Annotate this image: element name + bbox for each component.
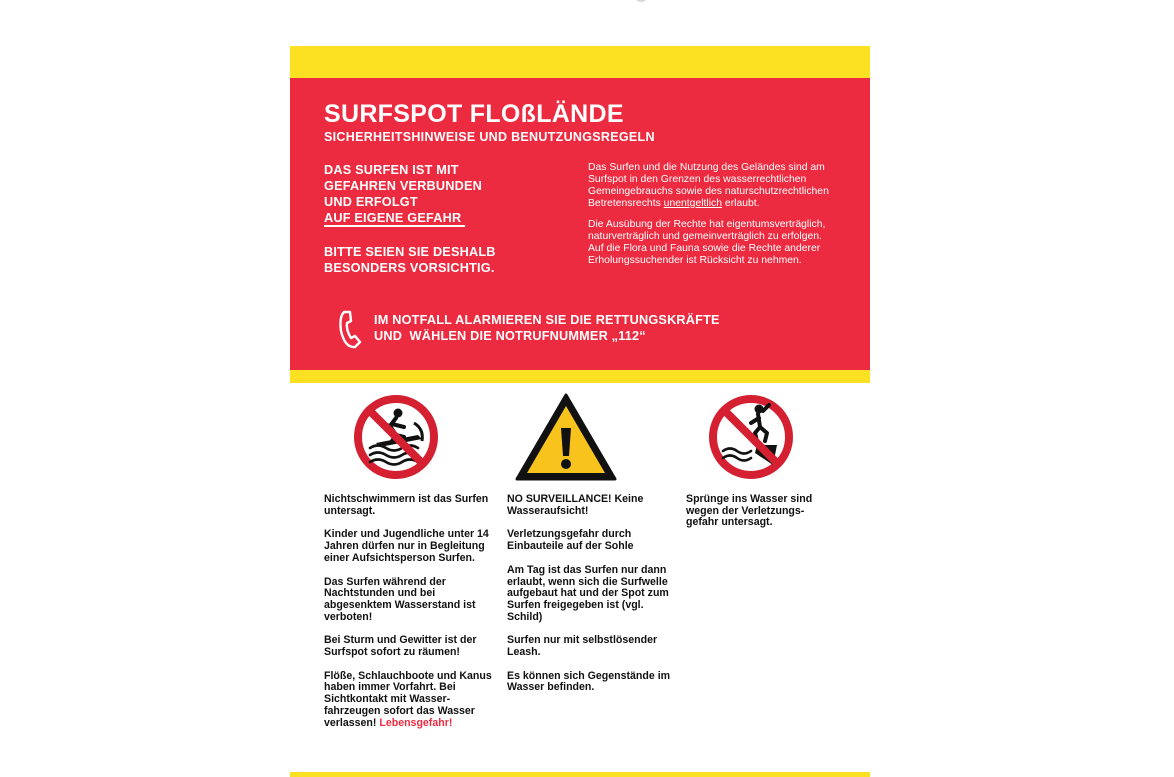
warning-triangle-icon	[514, 392, 618, 482]
own-risk-text: AUF EIGENE GEFAHR	[324, 211, 466, 225]
be-careful-note	[324, 244, 544, 276]
rule-text: Kinder und Jugendliche unter 14 Jahren dürfen nur in Begleitung einer Aufsichtsperson Surfen.	[324, 528, 489, 564]
rule-text: Sprünge ins Wasser sind wegen der Verletzungs-gefahr untersagt.	[686, 493, 813, 529]
danger-text: Lebensgefahr!	[379, 716, 453, 729]
rule-text: Es können sich Gegenstände im Wasser befinden.	[507, 669, 671, 694]
rule-text: Am Tag ist das Surfen nur dann erlaubt, wenn sich die Surfwelle aufgebaut hat und der Spot zum Surfen freigegeben ist (vgl. Schild)	[507, 563, 669, 623]
page-subtitle: SICHERHEITSHINWEISE UND BENUTZUNGSREGELN	[324, 130, 655, 144]
yellow-band-top	[290, 46, 870, 78]
rule-text: Verletzungsgefahr durch Einbauteile auf der Sohle	[507, 528, 634, 553]
risk-warning-line: GEFAHREN VERBUNDEN	[324, 179, 482, 193]
legal-notice	[588, 162, 838, 276]
be-careful-line: BITTE SEIEN SIE DESHALB	[324, 245, 496, 259]
risk-warning-line: UND ERFOLGT	[324, 195, 418, 209]
legal-paragraph-2: Die Ausübung der Rechte hat eigentumsverträglich, naturverträglich und gemeinverträglich zu erfolgen. Auf die Flora und Fauna sowie die Rechte anderer Erholungssuchender ist Rücksicht zu nehmen.	[588, 219, 826, 266]
page-title: SURFSPOT FLOßLÄNDE	[324, 100, 624, 128]
risk-warning	[324, 162, 544, 276]
be-careful-line: BESONDERS VORSICHTIG.	[324, 261, 495, 275]
emergency-text	[374, 312, 720, 344]
legal-text: Das Surfen und die Nutzung des Geländes sind am Surfspot in den Grenzen des wasserrechtlichen Gemeingebrauchs sowie des naturschutzrechtlichen Betretensrechts	[588, 162, 829, 209]
rule-text: NO SURVEILLANCE! Keine Wasseraufsicht!	[507, 493, 644, 517]
rule-text: Bei Sturm und Gewitter ist der Surfspot sofort zu räumen!	[324, 634, 477, 659]
no-jumping-icon	[707, 393, 795, 481]
rule-text: Surfen nur mit selbstlösender Leash.	[507, 634, 658, 659]
rules-column-right	[686, 494, 836, 541]
yellow-band-bottom	[290, 772, 870, 777]
no-surfing-icon	[352, 393, 440, 481]
rules-column-middle	[507, 494, 677, 706]
rule-text: Das Surfen während der Nachtstunden und bei abgesenktem Wasserstand ist verboten!	[324, 575, 476, 623]
emergency-line-1: IM NOTFALL ALARMIEREN SIE DIE RETTUNGSKRÄFTE	[374, 313, 720, 327]
page-top-mark	[636, 0, 646, 2]
legal-text: erlaubt.	[722, 198, 760, 209]
rules-column-left	[324, 494, 494, 741]
emergency-line-2: UND WÄHLEN DIE NOTRUFNUMMER „112“	[374, 329, 646, 343]
phone-icon	[338, 309, 366, 351]
rule-text-part: Flöße, Schlauchboote und Kanus haben immer Vorfahrt. Bei Sichtkontakt mit Wasser-fahrzeugen sofort das Wasser verlassen!	[324, 669, 492, 729]
rule-text: Nichtschwimmern ist das Surfen untersagt.	[324, 493, 489, 517]
yellow-band-middle	[290, 370, 870, 383]
safety-header-panel	[290, 78, 870, 370]
rule-text	[324, 671, 494, 730]
legal-paragraph-1	[588, 162, 838, 210]
risk-warning-line: DAS SURFEN IST MIT	[324, 163, 459, 177]
free-of-charge-text: unentgeltlich	[663, 198, 723, 209]
